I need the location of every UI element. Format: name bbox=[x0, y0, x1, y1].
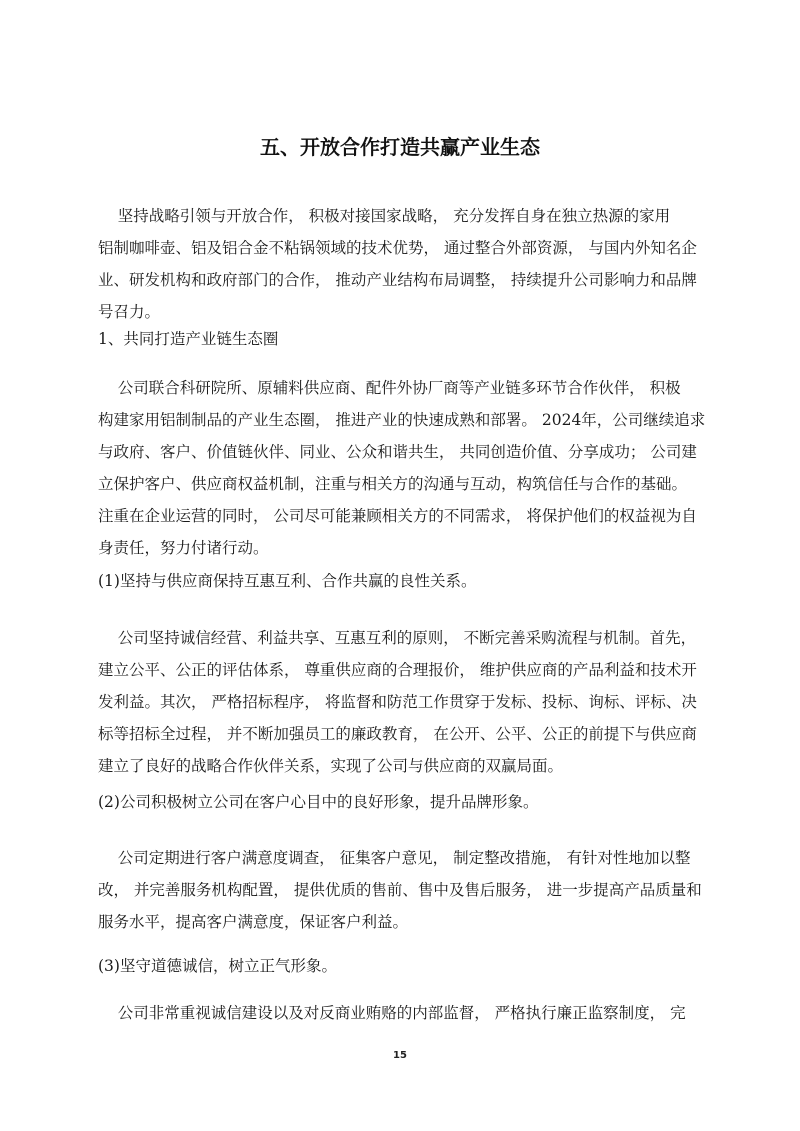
section-heading: 1、共同打造产业链生态圈 bbox=[98, 330, 279, 348]
text-line: 发利益。其次， 严格招标程序， 将监督和防范工作贯穿于发标、投标、询标、评标、决 bbox=[98, 693, 697, 711]
text-line: 公司坚持诚信经营、利益共享、互惠互利的原则， 不断完善采购流程与机制。首先， bbox=[98, 629, 697, 647]
text-line: 改， 并完善服务机构配置， 提供优质的售前、售中及售后服务， 进一步提高产品质量和 bbox=[98, 881, 702, 899]
section1-paragraph bbox=[98, 372, 718, 564]
text-line: 服务水平，提高客户满意度，保证客户利益。 bbox=[98, 913, 409, 931]
text-line: 号召力。 bbox=[98, 303, 161, 321]
text-line: 身责任，努力付诸行动。 bbox=[98, 539, 269, 557]
sub1-paragraph bbox=[98, 622, 718, 782]
page-title: 五、开放合作打造共赢产业生态 bbox=[260, 135, 540, 159]
text-line: 与政府、客户、价值链伙伴、同业、公众和谐共生， 共同创造价值、分享成功； 公司建 bbox=[98, 443, 697, 461]
sub3-paragraph bbox=[98, 997, 718, 1029]
subsection-heading: (3)坚守道德诚信，树立正气形象。 bbox=[98, 957, 337, 975]
text-line: 建立公平、公正的评估体系， 尊重供应商的合理报价， 维护供应商的产品利益和技术开 bbox=[98, 661, 697, 679]
text-line: 业、研发机构和政府部门的合作， 推动产业结构布局调整， 持续提升公司影响力和品牌 bbox=[98, 271, 697, 289]
text-line: 公司联合科研院所、原辅料供应商、配件外协厂商等产业链多环节合作伙伴， 积极 bbox=[98, 379, 681, 397]
sub2-paragraph bbox=[98, 842, 718, 938]
text-line: 建立了良好的战略合作伙伴关系，实现了公司与供应商的双赢局面。 bbox=[98, 757, 564, 775]
page-number: 15 bbox=[393, 1050, 407, 1061]
text-line: 坚持战略引领与开放合作， 积极对接国家战略， 充分发挥自身在独立热源的家用 bbox=[98, 207, 671, 225]
text-line: 铝制咖啡壶、铝及铝合金不粘锅领域的技术优势， 通过整合外部资源， 与国内外知名企 bbox=[98, 239, 697, 257]
text-line: 注重在企业运营的同时， 公司尽可能兼顾相关方的不同需求， 将保护他们的权益视为自 bbox=[98, 507, 697, 525]
text-line: 公司定期进行客户满意度调查， 征集客户意见， 制定整改措施， 有针对性地加以整 bbox=[98, 849, 691, 867]
text-line: 公司非常重视诚信建设以及对反商业贿赂的内部监督， 严格执行廉正监察制度， 完 bbox=[98, 1004, 686, 1022]
intro-paragraph bbox=[98, 200, 718, 328]
text-line: 构建家用铝制制品的产业生态圈， 推进产业的快速成熟和部署。 2024年，公司继续追求 bbox=[98, 411, 706, 429]
subsection-heading: (1)坚持与供应商保持互惠互利、合作共赢的良性关系。 bbox=[98, 572, 477, 590]
text-line: 标等招标全过程， 并不断加强员工的廉政教育， 在公开、公平、公正的前提下与供应商 bbox=[98, 725, 697, 743]
subsection-heading: (2)公司积极树立公司在客户心目中的良好形象，提升品牌形象。 bbox=[98, 793, 539, 811]
text-line: 立保护客户、供应商权益机制，注重与相关方的沟通与互动，构筑信任与合作的基础。 bbox=[98, 475, 688, 493]
